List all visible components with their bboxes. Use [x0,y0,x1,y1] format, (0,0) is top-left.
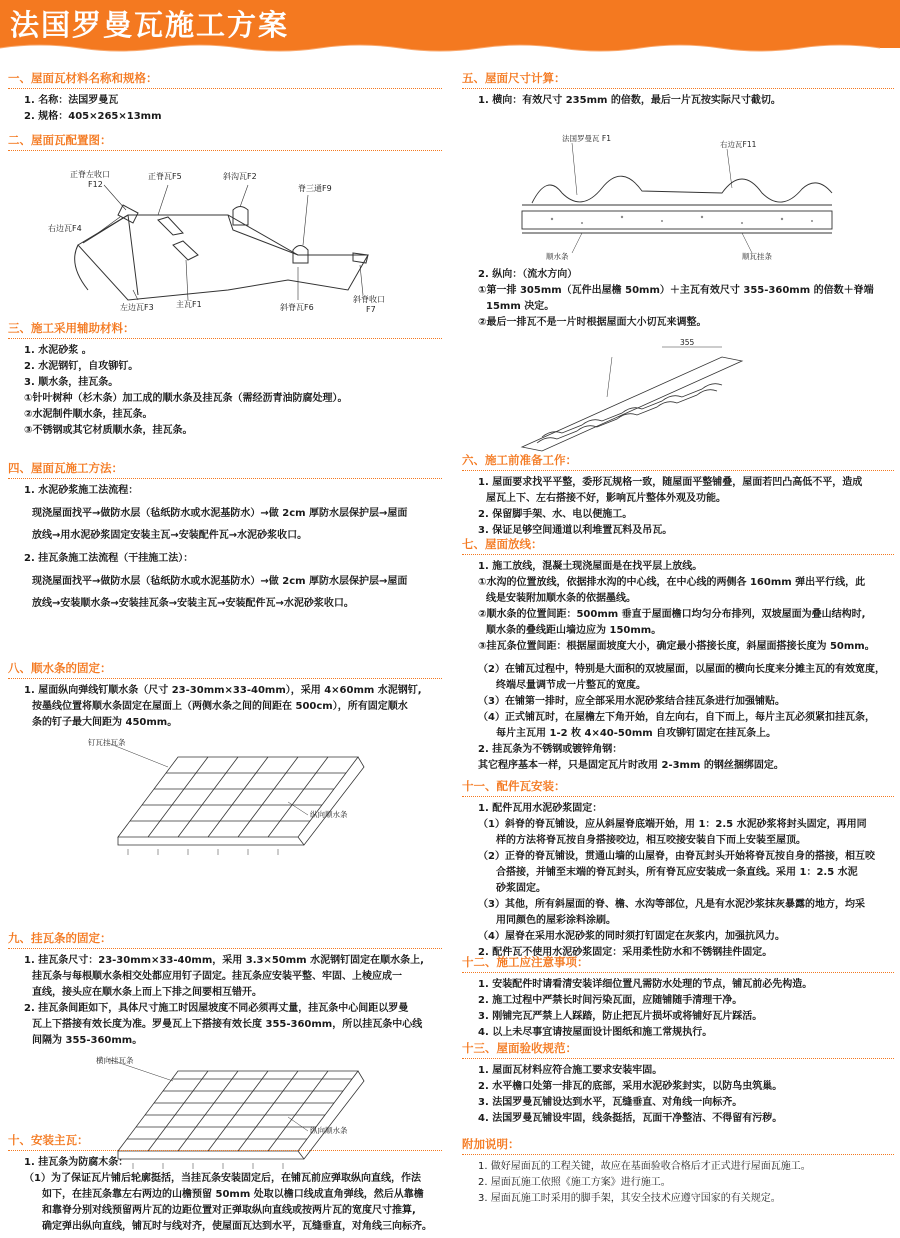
body-line: ②顺水条的位置间距：500mm 垂直于屋面檐口均匀分布排列，双坡屋面为叠山结构时, [478,609,866,620]
body-line: 间隔为 355-360mm。 [32,1035,143,1046]
body-line: 1. 横向：有效尺寸 235mm 的倍数，最后一片瓦按实际尺寸截切。 [478,95,781,106]
section-install-main-tile [8,1132,442,1235]
body-line: 2. 保留脚手架、水、电以便施工。 [478,509,633,520]
body-line: 按墨线位置将顺水条固定在屋面上（两侧水条之间的间距在 500cm），所有固定顺水 [32,701,408,712]
section-precautions [462,954,894,1041]
body-line: 1. 配件瓦用水泥砂浆固定： [478,803,603,814]
body-line: （4）正式铺瓦时，在屋檐左下角开始，自左向右，自下而上，每片主瓦必须紧扣挂瓦条， [478,712,875,723]
aux-item: ①针叶树种（杉木条）加工成的顺水条及挂瓦条（需经沥青油防腐处理）。 [24,393,348,404]
body-line: 砂浆固定。 [496,883,546,894]
method-flow: 放线→安装顺水条→安装挂瓦条→安装主瓦→安装配件瓦→水泥砂浆收口。 [32,598,354,609]
section-layout-lines [462,536,894,655]
body-line: 1. 安装配件时请看清安装详细位置凡需防水处理的节点，铺瓦前必先构造。 [478,979,813,990]
body-line: 2. 挂瓦条为不锈钢或镀锌角钢： [478,744,623,755]
body-line: 和靠脊分别对线预留两片瓦的边距位置对正弹取纵向直线或按两片瓦的宽度尺寸推算, [42,1205,416,1216]
section-title: 附加说明： [462,1136,894,1155]
section-preparation [462,452,894,539]
body-line: ①第一排 305mm（瓦件出屋檐 50mm）＋主瓦有效尺寸 355-360mm 的倍数＋脊端 [478,285,874,296]
body-line: 每片主瓦用 1-2 枚 4×40-50mm 自攻铆钉固定在挂瓦条上。 [496,728,777,739]
body-line: ②最后一排瓦不是一片时根据屋面大小切瓦来调整。 [478,317,707,328]
section-title: 十一、配件瓦安装： [462,778,894,797]
label-f7: 斜脊收口 [353,295,385,304]
body-line: 1. 施工放线，混凝土现浇屋面是在找平层上放线。 [478,561,703,572]
fig-label: 纵向顺水条 [310,1126,348,1135]
label-f7-code: F7 [366,305,376,314]
section-title: 九、挂瓦条的固定： [8,930,442,949]
method-flow: 放线→用水泥砂浆固定安装主瓦→安装配件瓦→水泥砂浆收口。 [32,530,308,541]
page-header [0,0,900,52]
section-counter-batten [8,660,442,861]
body-line: 挂瓦条与每根顺水条相交处都应用钉子固定。挂瓦条应安装平整、牢固、上棱应成一 [32,971,402,982]
fig-label: 右边瓦F11 [720,140,757,149]
body-line: 1. 挂瓦条为防腐木条： [24,1157,129,1168]
label-f3: 左边瓦F3 [120,303,154,312]
body-line: 直线，接头应在顺水条上而上下排之间要相互错开。 [32,987,262,998]
body-line: 4. 法国罗曼瓦铺设牢固，线条挺括，瓦面干净整洁、不得留有污秽。 [478,1113,783,1124]
body-line: 顺水条的叠线距山墙边应为 150mm。 [486,625,662,636]
body-line: 2. 挂瓦条间距如下，具体尺寸施工时因屋坡度不同必须再丈量，挂瓦条中心间距以罗曼 [24,1003,409,1014]
label-f5: 正脊瓦F5 [148,172,182,181]
roof-layout-diagram [8,155,442,315]
header-wave-decoration [0,38,900,54]
aux-item: ③不锈钢或其它材质顺水条，挂瓦条。 [24,425,193,436]
body-line: 3. 屋面瓦施工时采用的脚手架，其安全技术应遵守国家的有关规定。 [478,1193,781,1204]
body-line: 如下，在挂瓦条靠左右两边的山檐预留 50mm 处取以檐口线成直角弹线，然后从靠檐 [42,1189,424,1200]
section-title: 二、屋面瓦配置图： [8,132,442,151]
section-title: 一、屋面瓦材料名称和规格： [8,70,442,89]
body-line: 3. 法国罗曼瓦铺设达到水平，瓦缝垂直、对角线一向标齐。 [478,1097,743,1108]
section-title: 三、施工采用辅助材料： [8,320,442,339]
label-f6: 斜脊瓦F6 [280,303,314,312]
section-title: 八、顺水条的固定： [8,660,442,679]
label-f2: 斜沟瓦F2 [223,172,257,181]
body-line: 1. 屋面瓦材料应符合施工要求安装牢固。 [478,1065,663,1076]
body-line: 样的方法将脊瓦按自身搭接咬边，相互咬接安装自下而上安装至屋顶。 [496,835,806,846]
body-line: （3）在铺第一排时，应全部采用水泥砂浆结合挂瓦条进行加强铺贴。 [478,696,785,707]
body-line: 2. 施工过程中严禁长时间污染瓦面，应随铺随手清理干净。 [478,995,743,1006]
left-column [8,66,442,1231]
page-title: 法国罗曼瓦施工方案 [10,8,290,42]
label-f9: 脊三通F9 [298,184,332,193]
section-construction-method [8,460,442,615]
method-flow: 现浇屋面找平→做防水层（毡纸防水或水泥基防水）→做 2cm 厚防水层保护层→屋面 [32,576,408,587]
body-line: 条的钉子最大间距为 450mm。 [32,717,178,728]
aux-item: 3. 顺水条，挂瓦条。 [24,377,119,388]
body-line: 合搭接，并铺至末端的脊瓦封头，所有脊瓦应安装成一条直线。采用 1：2.5 水泥 [496,867,858,878]
horizontal-section-diagram [462,113,894,263]
body-line: （3）其他，所有斜屋面的脊、檐、水沟等部位，凡是有水泥沙浆抹灰暴露的地方，均采 [478,899,865,910]
label-f4: 右边瓦F4 [48,224,82,233]
section-title: 十二、施工应注意事项： [462,954,894,973]
label-f12-code: F12 [88,180,103,189]
body-line: （1）斜脊的脊瓦铺设，应从斜屋脊底端开始，用 1：2.5 水泥砂浆将封头固定，再用同 [478,819,867,830]
aux-item: ②水泥制件顺水条，挂瓦条。 [24,409,153,420]
body-line: 1. 挂瓦条尺寸：23-30mm×33-40mm，采用 3.3×50mm 水泥钢钉固定在顺水条上, [24,955,424,966]
fig-label: 顺瓦挂条 [742,252,772,261]
section-title: 六、施工前准备工作： [462,452,894,471]
aux-item: 2. 水泥钢钉，自攻铆钉。 [24,361,139,372]
section-roof-dimension [462,70,894,461]
section-title: 十、安装主瓦： [8,1132,442,1151]
right-column [462,66,894,1231]
aux-item: 1. 水泥砂浆 。 [24,345,92,356]
body-line: ③挂瓦条位置间距：根据屋面坡度大小，确定最小搭接长度，斜屋面搭接长度为 50mm。 [478,641,875,652]
spec-item: 2. 规格：405×265×13mm [24,111,162,122]
section-title: 七、屋面放线： [462,536,894,555]
body-line: 其它程序基本一样，只是固定瓦片时改用 2-3mm 的钢丝捆绑固定。 [478,760,784,771]
label-f1: 主瓦F1 [176,300,202,309]
body-line: （4）屋脊在采用水泥砂浆的同时须打钉固定在灰浆内，加强抗风力。 [478,931,785,942]
method-title: 1. 水泥砂浆施工法流程： [24,485,139,496]
fig-label: 纵向顺水条 [310,810,348,819]
method-flow: 现浇屋面找平→做防水层（毡纸防水或水泥基防水）→做 2cm 厚防水层保护层→屋面 [32,508,408,519]
fig-label: 顺水条 [546,252,569,261]
body-line: （1）为了保证瓦片铺后轮廓挺括，当挂瓦条安装固定后，在铺瓦前应弹取纵向直线，作法 [24,1173,421,1184]
counter-batten-diagram [8,737,442,857]
body-line: 1. 屋面纵向弹线钉顺水条（尺寸 23-30mm×33-40mm），采用 4×60mm 水泥钢钉, [24,685,422,696]
fig-label: 钉瓦挂瓦条 [88,738,126,747]
body-line: 3. 保证足够空间通道以利堆置瓦料及吊瓦。 [478,525,673,536]
body-line: 线是安装附加顺水条的依据墨线。 [486,593,636,604]
body-line: （2）在铺瓦过程中，特别是大面积的双坡屋面，以屋面的横向长度来分摊主瓦的有效宽度， [478,664,885,675]
body-line: ①水沟的位置放线，依据排水沟的中心线，在中心线的两侧各 160mm 弹出平行线，此 [478,577,866,588]
body-line: 2. 配件瓦不使用水泥砂浆固定：采用柔性防水和不锈钢挂件固定。 [478,947,773,958]
body-line: 2. 水平檐口处第一排瓦的底部，采用水泥砂浆封实，以防鸟虫筑巢。 [478,1081,783,1092]
spec-item: 1. 名称：法国罗曼瓦 [24,95,119,106]
section-title: 五、屋面尺寸计算： [462,70,894,89]
body-line: 15mm 决定。 [486,301,555,312]
section-acceptance [462,1040,894,1127]
section-title: 十三、屋面验收规范： [462,1040,894,1059]
label-f12: 正脊左收口 [70,170,110,179]
body-line: 1. 屋面要求找平平整，委形瓦规格一致，随屋面平整铺叠，屋面若凹凸高低不平，造成 [478,477,863,488]
method-title: 2. 挂瓦条施工法流程（干挂施工法）： [24,553,194,564]
vertical-section-diagram [462,337,894,457]
body-line: 瓦上下搭接有效长度为准。罗曼瓦上下搭接有效长度 355-360mm，所以挂瓦条中心线 [32,1019,423,1030]
section-aux-materials [8,320,442,439]
body-line: 2. 屋面瓦施工依照《施工方案》进行施工。 [478,1177,671,1188]
body-line: 用同颜色的屋彩涂料涂刷。 [496,915,616,926]
fig-label: 法国罗曼瓦 F1 [562,134,611,143]
body-line: 2. 纵向：（流水方向） [478,269,578,280]
section-accessory-tile [462,778,894,961]
body-line: 3. 刚铺完瓦严禁上人踩踏，防止把瓦片损坏或将铺好瓦片踩活。 [478,1011,763,1022]
fig-label: 355 [680,338,695,347]
section-install-main-tile-cont [462,662,894,774]
section-appendix [462,1136,894,1207]
fig-label: 横向挂瓦条 [96,1056,134,1065]
section-title: 四、屋面瓦施工方法： [8,460,442,479]
body-line: （2）正脊的脊瓦铺设，贯通山墙的山屋脊，由脊瓦封头开始将脊瓦按自身的搭接，相互咬 [478,851,875,862]
section-tile-layout [8,132,442,319]
body-line: 确定弹出纵向直线，铺瓦时与线对齐，使屋面瓦达到水平，瓦缝垂直，对角线三向标齐。 [42,1221,432,1232]
body-line: 1. 做好屋面瓦的工程关键，故应在基面验收合格后才正式进行屋面瓦施工。 [478,1161,811,1172]
section-material-spec [8,70,442,125]
body-line: 屋瓦上下、左右搭接不好，影响瓦片整体外观及功能。 [486,493,726,504]
body-line: 4. 以上未尽事宜请按屋面设计图纸和施工常规执行。 [478,1027,713,1038]
body-line: 终端尽量调节成一片整瓦的宽度。 [496,680,646,691]
